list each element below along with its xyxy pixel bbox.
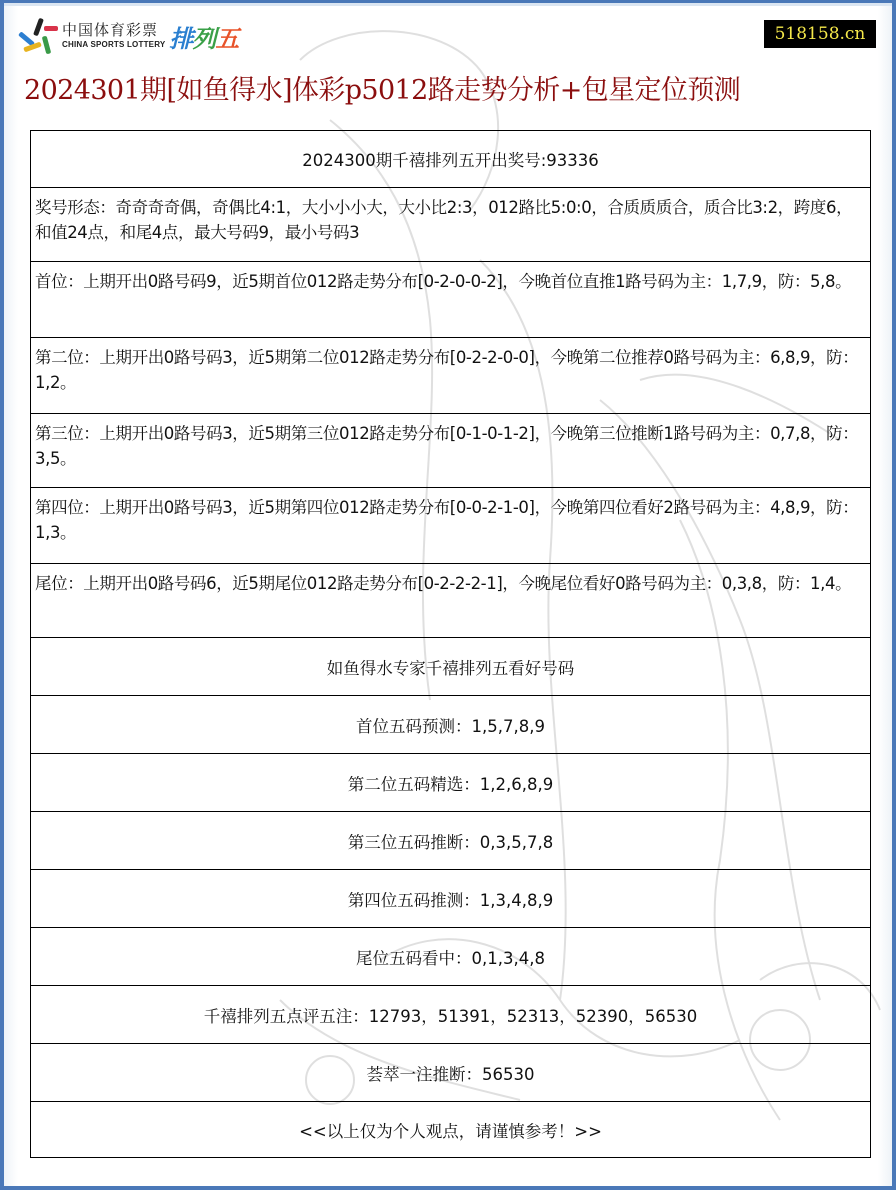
disclaimer-row: <<以上仅为个人观点，请谨慎参考！>> <box>31 1101 870 1157</box>
draw-result-row: 2024300期千禧排列五开出奖号:93336 <box>302 151 599 170</box>
five-code-row-3: 第三位五码推断：0,3,5,7,8 <box>31 811 870 869</box>
china-sports-lottery-logo <box>20 18 238 54</box>
logo-chinese-text: 中国体育彩票 <box>62 21 159 39</box>
prediction-table <box>30 130 871 1158</box>
pattern-row: 奖号形态：奇奇奇奇偶，奇偶比4:1，大小小小大，大小比2:3，012路比5:0:0，合质质质合，质合比3:2，跨度6，和值24点，和尾4点，最大号码9，最小号码3 <box>31 187 870 261</box>
page-title: 2024301期[如鱼得水]体彩p5012路走势分析+包星定位预测 <box>24 75 741 106</box>
five-code-row-5: 尾位五码看中：0,1,3,4,8 <box>31 927 870 985</box>
header <box>0 0 896 60</box>
position-row-5: 尾位：上期开出0路号码6，近5期尾位012路走势分布[0-2-2-2-1]，今晚尾位看好0路号码为主：0,3,8，防：1,4。 <box>31 563 870 637</box>
single-bet-row: 荟萃一注推断：56530 <box>31 1043 870 1101</box>
five-code-row-1: 首位五码预测：1,5,7,8,9 <box>31 695 870 753</box>
expert-heading-row: 如鱼得水专家千禧排列五看好号码 <box>31 637 870 695</box>
position-row-4: 第四位：上期开出0路号码3，近5期第四位012路走势分布[0-0-2-1-0]，今晚第四位看好2路号码为主：4,8,9，防：1,3。 <box>31 487 870 563</box>
site-badge: 518158.cn <box>764 20 876 48</box>
five-code-row-4: 第四位五码推测：1,3,4,8,9 <box>31 869 870 927</box>
logo-english-text: CHINA SPORTS LOTTERY <box>62 40 166 49</box>
position-row-1: 首位：上期开出0路号码9，近5期首位012路走势分布[0-2-0-0-2]，今晚首位直推1路号码为主：1,7,9，防：5,8。 <box>31 261 870 337</box>
five-bets-row: 千禧排列五点评五注：12793，51391，52313，52390，56530 <box>31 985 870 1043</box>
position-row-3: 第三位：上期开出0路号码3，近5期第三位012路走势分布[0-1-0-1-2]，今晚第三位推断1路号码为主：0,7,8，防：3,5。 <box>31 413 870 487</box>
pailiewu-brand: 排列五 <box>169 24 239 53</box>
five-code-row-2: 第二位五码精选：1,2,6,8,9 <box>31 753 870 811</box>
position-row-2: 第二位：上期开出0路号码3，近5期第二位012路走势分布[0-2-2-0-0]，今晚第二位推荐0路号码为主：6,8,9，防：1,2。 <box>31 337 870 413</box>
lottery-star-icon <box>20 18 56 54</box>
